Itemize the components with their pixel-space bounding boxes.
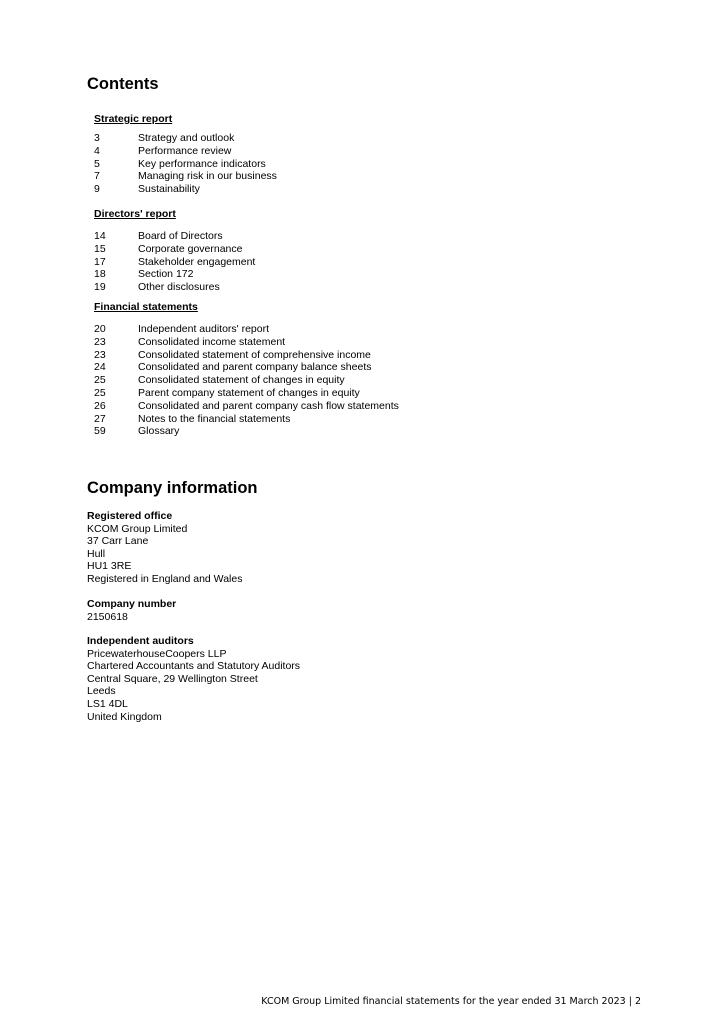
toc-entry: [94, 323, 514, 336]
toc-page-number: 20: [94, 323, 106, 335]
toc-entry-title: Board of Directors: [138, 230, 223, 242]
toc-entry: [94, 413, 514, 426]
info-line: Hull: [87, 547, 106, 560]
company-number-block: [87, 598, 487, 623]
toc-section-directors-report: [94, 208, 514, 294]
toc-page-number: 7: [94, 170, 100, 183]
toc-page-number: 15: [94, 242, 106, 255]
info-heading: Company number: [87, 598, 177, 610]
toc-entry-title: Consolidated income statement: [138, 335, 286, 348]
toc-page-number: 19: [94, 281, 106, 294]
info-line: Chartered Accountants and Statutory Auditors: [87, 660, 301, 673]
toc-page-number: 23: [94, 348, 106, 361]
toc-entry: [94, 230, 514, 243]
toc-entry-title: Performance review: [138, 144, 232, 157]
toc-page-number: 23: [94, 335, 106, 348]
toc-entry-title: Glossary: [138, 425, 180, 438]
toc-entry-title: Consolidated and parent company balance sheets: [138, 361, 372, 374]
toc-entry: [94, 183, 514, 196]
info-line: Leeds: [87, 685, 116, 698]
toc-entry: [94, 132, 514, 145]
toc-entry: [94, 281, 514, 294]
page-footer: KCOM Group Limited financial statements for the year ended 31 March 2023 | 2: [261, 996, 641, 1007]
toc-page-number: 17: [94, 255, 106, 268]
toc-page-number: 5: [94, 157, 100, 170]
toc-entry-title: Other disclosures: [138, 281, 220, 294]
company-information-title: Company information: [87, 479, 258, 497]
toc-section-strategic-report: [94, 113, 514, 196]
toc-list: [94, 132, 514, 196]
toc-entry-title: Consolidated statement of changes in equity: [138, 374, 345, 387]
toc-entry-title: Parent company statement of changes in equity: [138, 386, 360, 399]
info-line: PricewaterhouseCoopers LLP: [87, 647, 227, 660]
toc-page-number: 3: [94, 132, 100, 144]
info-heading: Registered office: [87, 510, 173, 522]
toc-page-number: 4: [94, 144, 100, 157]
toc-entry-title: Managing risk in our business: [138, 170, 277, 183]
toc-entry-title: Stakeholder engagement: [138, 255, 256, 268]
toc-entry: [94, 170, 514, 183]
info-line: 37 Carr Lane: [87, 535, 149, 548]
toc-entry: [94, 400, 514, 413]
info-line: 2150618: [87, 610, 128, 623]
toc-section-financial-statements: [94, 301, 514, 438]
toc-entry: [94, 336, 514, 349]
info-line: LS1 4DL: [87, 697, 128, 710]
section-heading: Financial statements: [94, 301, 198, 313]
toc-entry: [94, 425, 514, 438]
toc-list: [94, 230, 514, 294]
toc-list: [94, 323, 514, 438]
independent-auditors-block: [87, 635, 487, 723]
toc-entry-title: Corporate governance: [138, 242, 243, 255]
toc-entry-title: Section 172: [138, 268, 194, 281]
toc-page-number: 9: [94, 183, 100, 196]
section-heading: Directors' report: [94, 208, 176, 220]
toc-entry-title: Consolidated and parent company cash flow statements: [138, 399, 399, 412]
toc-entry-title: Key performance indicators: [138, 157, 266, 170]
toc-entry: [94, 374, 514, 387]
toc-entry-title: Sustainability: [138, 183, 200, 196]
toc-page-number: 59: [94, 425, 106, 438]
toc-page-number: 24: [94, 361, 106, 374]
toc-page-number: 25: [94, 374, 106, 387]
toc-entry: [94, 243, 514, 256]
toc-entry-title: Independent auditors' report: [138, 323, 270, 335]
contents-title: Contents: [87, 75, 159, 93]
info-line: United Kingdom: [87, 710, 162, 723]
toc-page-number: 26: [94, 399, 106, 412]
info-line: KCOM Group Limited: [87, 522, 188, 535]
toc-entry: [94, 361, 514, 374]
toc-page-number: 25: [94, 386, 106, 399]
toc-page-number: 18: [94, 268, 106, 281]
toc-entry: [94, 349, 514, 362]
registered-office-block: [87, 510, 487, 586]
info-heading: Independent auditors: [87, 635, 194, 647]
toc-entry: [94, 256, 514, 269]
toc-page-number: 27: [94, 412, 106, 425]
toc-entry: [94, 387, 514, 400]
toc-entry: [94, 268, 514, 281]
info-line: Central Square, 29 Wellington Street: [87, 672, 258, 685]
info-line: Registered in England and Wales: [87, 572, 243, 585]
toc-entry-title: Notes to the financial statements: [138, 412, 291, 425]
toc-entry-title: Strategy and outlook: [138, 132, 235, 144]
info-line: HU1 3RE: [87, 560, 132, 573]
toc-entry: [94, 145, 514, 158]
toc-entry-title: Consolidated statement of comprehensive income: [138, 348, 371, 361]
toc-page-number: 14: [94, 230, 106, 242]
section-heading: Strategic report: [94, 113, 173, 125]
toc-entry: [94, 158, 514, 171]
